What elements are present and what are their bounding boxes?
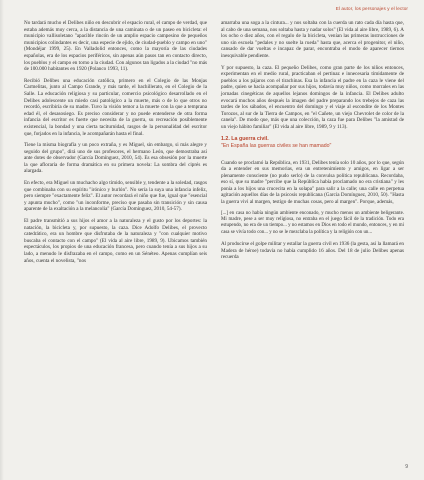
left-paragraph-3: Tiene la misma biografía y un poco extraña, y es Miguel, sin embargo, si más alegre y seguido del grupo", dirá uno de sus profesores, el hermano León, que demostraba así ante dotes de observador (García Domínguez, 2010, 54). Es esa obsesión por la muerte la que afloraría de forma dramática en su primera novela: La sombra del ciprés es alargada. xyxy=(24,142,207,175)
running-head-text: El autor, los personajes y el lector xyxy=(335,6,408,11)
page-edge-shadow xyxy=(0,0,4,480)
block-quote: [...] en casa no había ningún ambiente enconado, y mucho menos un ambiente beligerante. Mi madre, pese a ser muy religiosa, no entraba en el juego fácil de la tradición. Todo era estupendo, no era de un tiempo... y no estamos en Dios en todo el mundo, entonces, y en mi casa se vivía todo con... y no se le mezclaba la política y la religión con un... xyxy=(221,210,404,235)
page-number: 9 xyxy=(405,464,408,470)
left-paragraph-2: Recibió Delibes una educación católica, primero en el Colegio de las Monjas Carmelitas, junto al Campo Grande, y más tarde, el bachillerato, en el Colegio de la Salle. La educación religiosa y su particular, comercio psicológico desarrollado en el Delibes adolescente un miedo casi patológico a la muerte, más o de lo que otros no recordó, escribiría de su madre. Tuvo la visión temor a la muerte con la que a temprana edad él, el desasosiego. Es preciso considerar y no puede entenderse de otra forma infancia del escritor es fuerte que necesita de la guerra, su recreación posiblemente existencial, la bondad y una cierta taciturnidad, rasgos de la personalidad del escritor que, forjados en la infancia, le acompañarán hasta el final. xyxy=(24,77,207,137)
right-paragraph-1: amarraba una soga a la cintura... y nos soltaba con la cuerda un rato cada día hasta que, al cabo de una semana, nos soltaba hasta y nadar solos" (El vida al aire libre, 1989, 6). A los ocho o diez años, con el regalo de la bicicleta, venían las primeras instrucciones de uno sin escuela "pedales y no suelte la rueda" hasta que, acerca el progenitor, el niño, cansado de dar vueltas e incapaz de parar, encontraba el modo de aparecer tiernos inesquivable pendiente. xyxy=(221,20,404,59)
right-column xyxy=(221,20,404,266)
right-paragraph-3: Cuando se proclamó la República, en 1931, Delibes tenía solo 10 años, por lo que, según da a entender en sus memorias, era un entretenimiento y amigos, en ligar a ser plenamente consciente (no pudo serlo) de la convulsa política republicana. Recordaba, eso sí, que su madre "percibe que la República había proclamado no era cristiana" y les ponía a los hijos una crucecita en la solapa" para salir a la calle; una calle en perpetua agitación aquellos días de la psicosis republicana (García Domínguez, 2010, 50). "Hasta la guerra vivi al margen, testigo de muchas cosas, pero al margen". Porque, además, xyxy=(221,159,404,206)
left-column xyxy=(24,20,207,269)
section-subheading: "En España las guerras civiles se han mamado" xyxy=(221,142,332,149)
right-paragraph-2: Y por supuesto, la caza. El pequeño Delibes, como gran parte de los niños entonces, experimentan en el medio rural, practicaban el pertinaz e innecesaria tímidamente de pueblos a los pájaros con el tirachinas. Esa la infancia el padre en la caza le viene del padre, quien se hacía acompañar por sus hijos, todavía muy niños, como morrales en las jornadas cinegéticas de aquellos lejanos domingos de la infancia. El Delibes adulto evocará muchos años después la imagen del padre preparando los trebejos de caza las tardes de los sábados, el encuentro del domingo y el viaje al escondite de los Montes Torozos, al sur de la Tierra de Campos, en "el Cañete, un viejo Chevrolet de color de la canela". De modo que, más que una colección, la caza fue para Delibes "la amistad de un viejo hábito familiar" (El vida al aire libre, 1989, 9 y 113). xyxy=(221,64,404,130)
running-head xyxy=(0,0,424,18)
left-paragraph-1: No tardará mucho el Delibes niño en descubrir el espacio rural, el campo de verdad, que estaba además muy cerca, a la distancia de una caminata o de un paseo en bicicleta: el municipio vallisoletano "apacible rincón de un amplio espacio campesino de pequeños municipios colindantes es decir, una especie de ejido, de ciudad-pueblo y campo en uno" (Mondéjar 1999, 25). En Valladolid entonces, como la mayoría de las ciudades españolas, era de los espacios periféricos, sin apenas aún pasos tan en contacto directo, los pueblos y el campo en torno a la ciudad. Con algunos tan ligados a la ciudad "no más de 100.000 habitantes en 1920 (Polanco 1993, 11). xyxy=(24,20,207,73)
right-paragraph-4: Al producirse el golpe militar y estallar la guerra civil en 1936 (la gesta, así la llamará en Madera de héroe) todavía no había cumplido 16 años. Del 18 de julio Delibes apenas recuerda xyxy=(221,241,404,261)
left-paragraph-5: El padre transmitió a sus hijos el amor a la naturaleza y el gusto por los deportes: la natación, la bicicleta y, por supuesto, la caza. Dice Adolfo Delibes, el provecto catedrático, era un hombre que disfrutaba de la naturaleza y "con cualquier motivo buscaba el contacto con el campo" (El vida al aire libre, 1989, 9). Ubicamos también espectáculos, los propios de una educación francesa, pero cuando tenía a sus hijos a su lado, a menudo le disfrazaba en el campo, como en un Sénéteo. Apenas cumplían seis años, cuenta el novelista, "nos xyxy=(24,218,207,264)
left-paragraph-4: En efecto, era Miguel un muchacho algo tímido, sensible y, tendente a la soledad, rasgos que combinaba con su espíritu "irónico y burlón". No sería la suya una infancia infeliz, pero siempre "exactamente feliz". El autor recordará el niño que fue, igual que "esencial y apunta mucho", como "un inconforme, preciso que pasaba sin transición y sin causa aparente de la exaltación a la melancolía" (García Domínguez, 2010, 54-57). xyxy=(24,180,207,213)
section-heading: 1.2. La guerra civil. xyxy=(221,135,269,142)
